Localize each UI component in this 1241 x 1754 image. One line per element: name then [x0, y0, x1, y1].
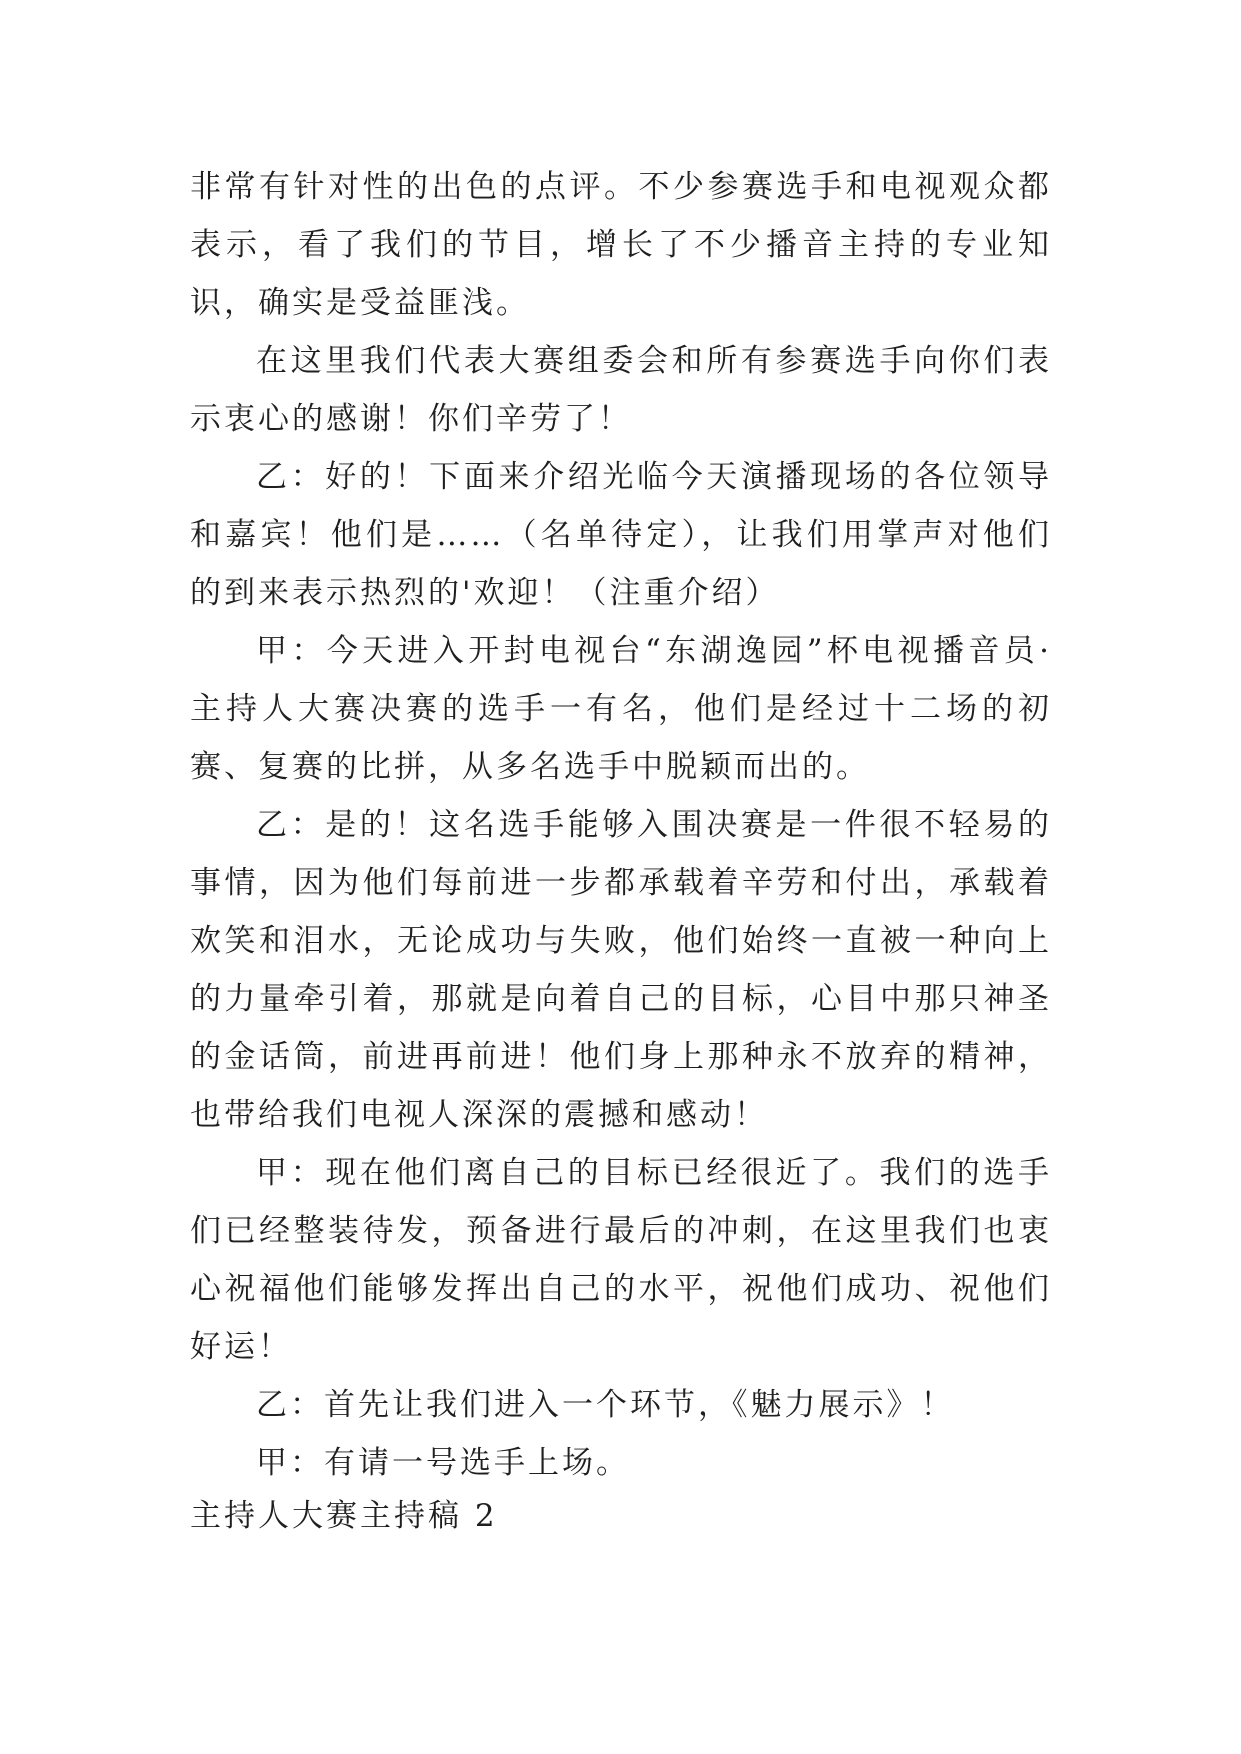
paragraph-finalists-praise: 乙：是的！这名选手能够入围决赛是一件很不轻易的事情，因为他们每前进一步都承载着辛劳和付出，承载着欢笑和泪水，无论成功与失败，他们始终一直被一种向上的力量牵引着，那就是向着自己的目标，心目中那只神圣的金话筒，前进再前进！他们身上那种永不放弃的精神，也带给我们电视人深深的震撼和感动！ — [190, 807, 1052, 1133]
document-body — [190, 158, 1052, 1492]
section-heading: 主持人大赛主持稿 2 — [190, 1498, 498, 1534]
paragraph-guest-intro: 乙：好的！下面来介绍光临今天演播现场的各位领导和嘉宾！他们是……（名单待定），让我们用掌声对他们的到来表示热烈的'欢迎！（注重介绍） — [190, 459, 1052, 611]
paragraph-finalists-intro: 甲：今天进入开封电视台“东湖逸园”杯电视播音员·主持人大赛决赛的选手一有名，他们是经过十二场的初赛、复赛的比拼，从多名选手中脱颖而出的。 — [190, 633, 1052, 785]
paragraph-first-segment: 乙：首先让我们进入一个环节，《魅力展示》！ — [256, 1387, 955, 1423]
paragraph-blessing: 甲：现在他们离自己的目标已经很近了。我们的选手们已经整装待发，预备进行最后的冲刺，在这里我们也衷心祝福他们能够发挥出自己的水平，祝他们成功、祝他们好运！ — [190, 1155, 1052, 1365]
paragraph-invite-contestant: 甲：有请一号选手上场。 — [256, 1445, 630, 1481]
paragraph-continuation: 非常有针对性的出色的点评。不少参赛选手和电视观众都表示，看了我们的节目，增长了不少播音主持的专业知识，确实是受益匪浅。 — [190, 169, 1052, 321]
paragraph-thanks: 在这里我们代表大赛组委会和所有参赛选手向你们表示衷心的感谢！你们辛劳了！ — [190, 343, 1052, 437]
